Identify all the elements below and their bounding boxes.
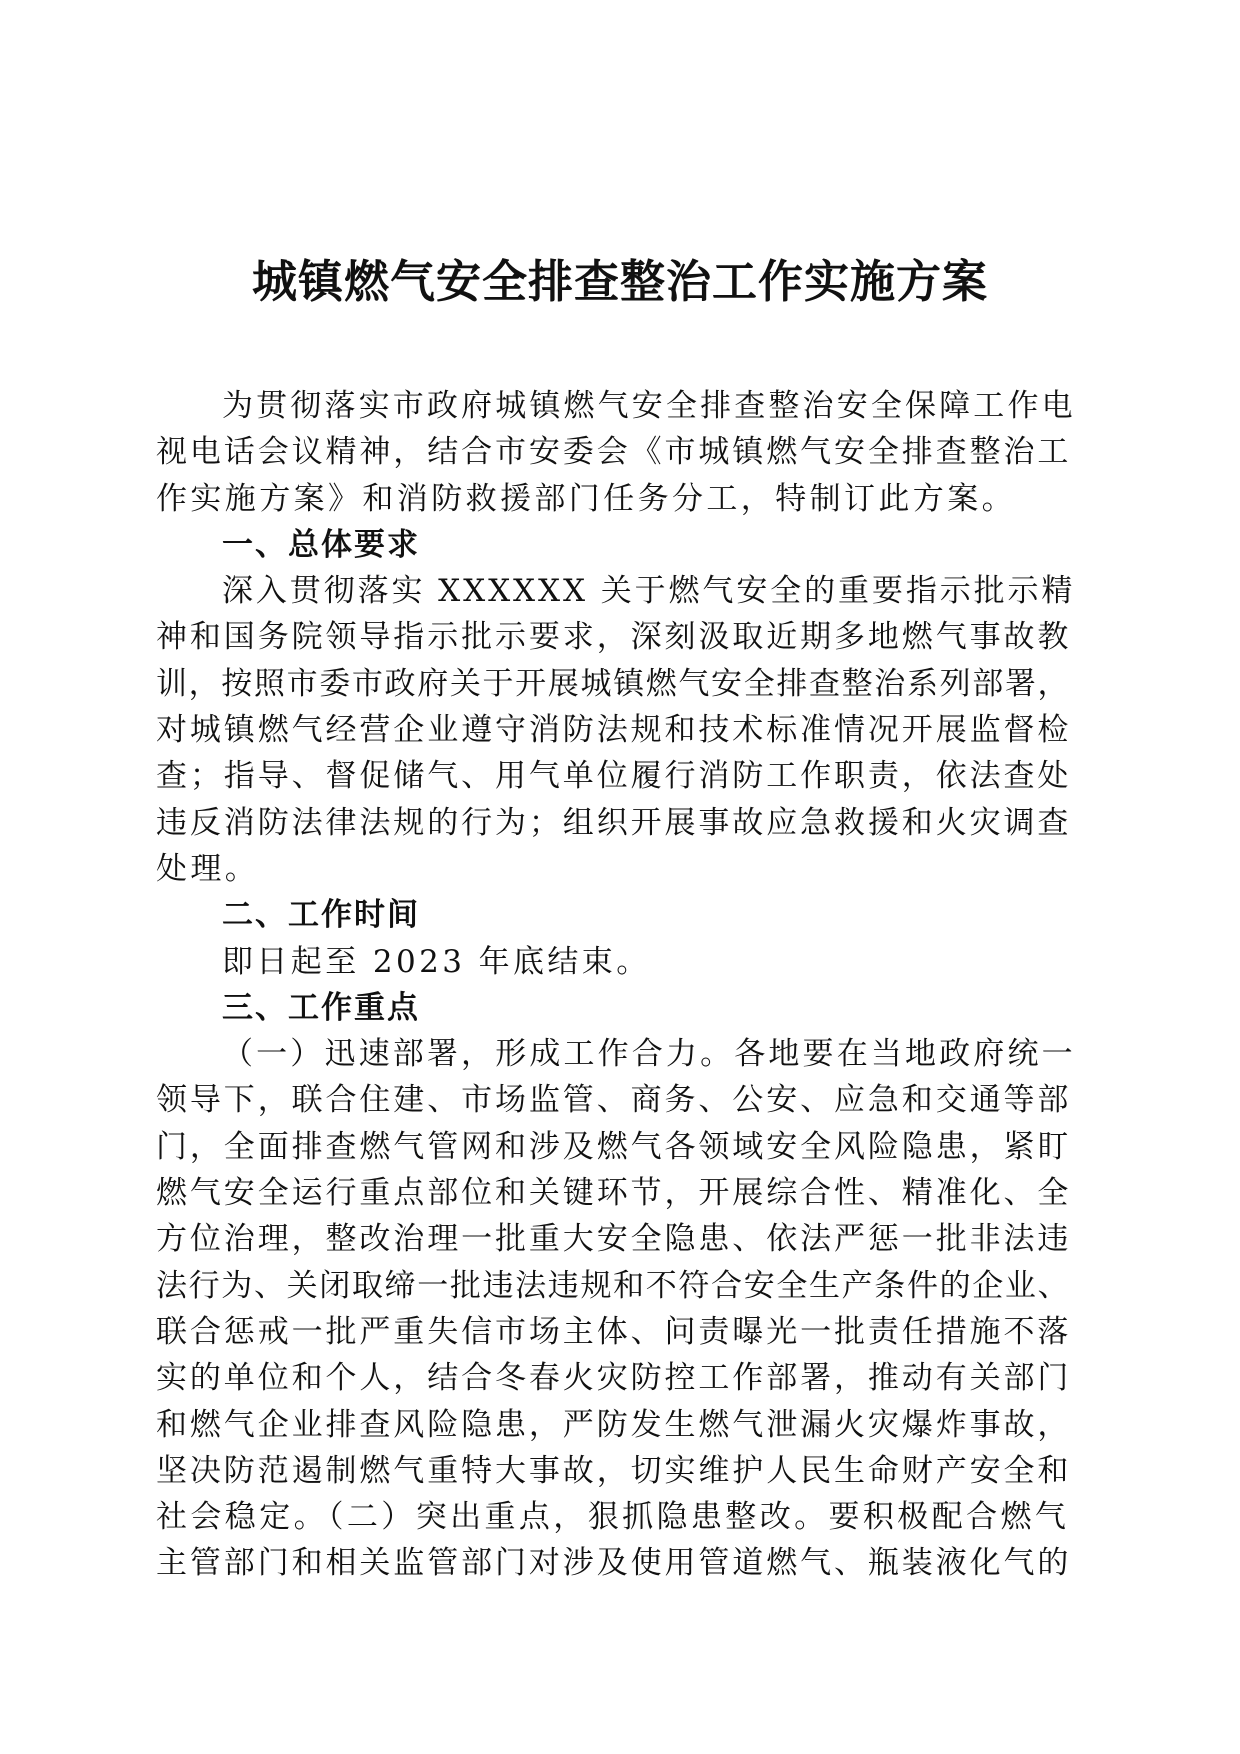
- paragraph-line: 联合惩戒一批严重失信市场主体、问责曝光一批责任措施不落: [156, 1313, 1072, 1350]
- paragraph-line: 处理。: [156, 850, 260, 887]
- paragraph-line: 为贯彻落实市政府城镇燃气安全排查整治安全保障工作电: [222, 388, 1076, 424]
- document-body: [156, 383, 1076, 1587]
- paragraph-line: 门，全面排查燃气管网和涉及燃气各领域安全风险隐患，紧盯: [156, 1128, 1072, 1165]
- paragraph-line: （一）迅速部署，形成工作合力。各地要在当地政府统一: [222, 1036, 1076, 1073]
- paragraph-line: 方位治理，整改治理一批重大安全隐患、依法严惩一批非法违: [156, 1221, 1072, 1258]
- paragraph-line: 燃气安全运行重点部位和关键环节，开展综合性、精准化、全: [156, 1175, 1072, 1212]
- paragraph-line: 主管部门和相关监管部门对涉及使用管道燃气、瓶装液化气的: [156, 1545, 1072, 1582]
- paragraph-line: 即日起至 2023 年底结束。: [222, 943, 651, 980]
- paragraph-line: 深入贯彻落实 XXXXXX 关于燃气安全的重要指示批示精: [222, 573, 1076, 610]
- paragraph-line: 领导下，联合住建、市场监管、商务、公安、应急和交通等部: [156, 1082, 1072, 1119]
- section-heading: 二、工作时间: [222, 897, 420, 934]
- paragraph-line: 法行为、关闭取缔一批违法违规和不符合安全生产条件的企业、: [156, 1267, 1071, 1304]
- paragraph-line: 查；指导、督促储气、用气单位履行消防工作职责，依法查处: [156, 758, 1072, 795]
- paragraph-line: 坚决防范遏制燃气重特大事故，切实维护人民生命财产安全和: [156, 1452, 1072, 1489]
- paragraph-line: 实的单位和个人，结合冬春火灾防控工作部署，推动有关部门: [156, 1360, 1072, 1397]
- section-heading: 三、工作重点: [222, 989, 420, 1026]
- paragraph-line: 神和国务院领导指示批示要求，深刻汲取近期多地燃气事故教: [156, 619, 1072, 656]
- paragraph-line: 训，按照市委市政府关于开展城镇燃气安全排查整治系列部署，: [156, 665, 1071, 702]
- paragraph-line: 作实施方案》和消防救援部门任务分工，特制订此方案。: [156, 480, 1016, 517]
- section-heading: 一、总体要求: [222, 526, 420, 563]
- paragraph-line: 违反消防法律法规的行为；组织开展事故应急救援和火灾调查: [156, 804, 1072, 841]
- paragraph-line: 对城镇燃气经营企业遵守消防法规和技术标准情况开展监督检: [156, 712, 1072, 749]
- document-title: 城镇燃气安全排查整治工作实施方案: [251, 255, 988, 308]
- paragraph-line: 社会稳定。（二）突出重点，狠抓隐患整改。要积极配合燃气: [156, 1499, 1070, 1536]
- paragraph-line: 和燃气企业排查风险隐患，严防发生燃气泄漏火灾爆炸事故，: [156, 1406, 1072, 1443]
- paragraph-line: 视电话会议精神，结合市安委会《市城镇燃气安全排查整治工: [156, 434, 1072, 471]
